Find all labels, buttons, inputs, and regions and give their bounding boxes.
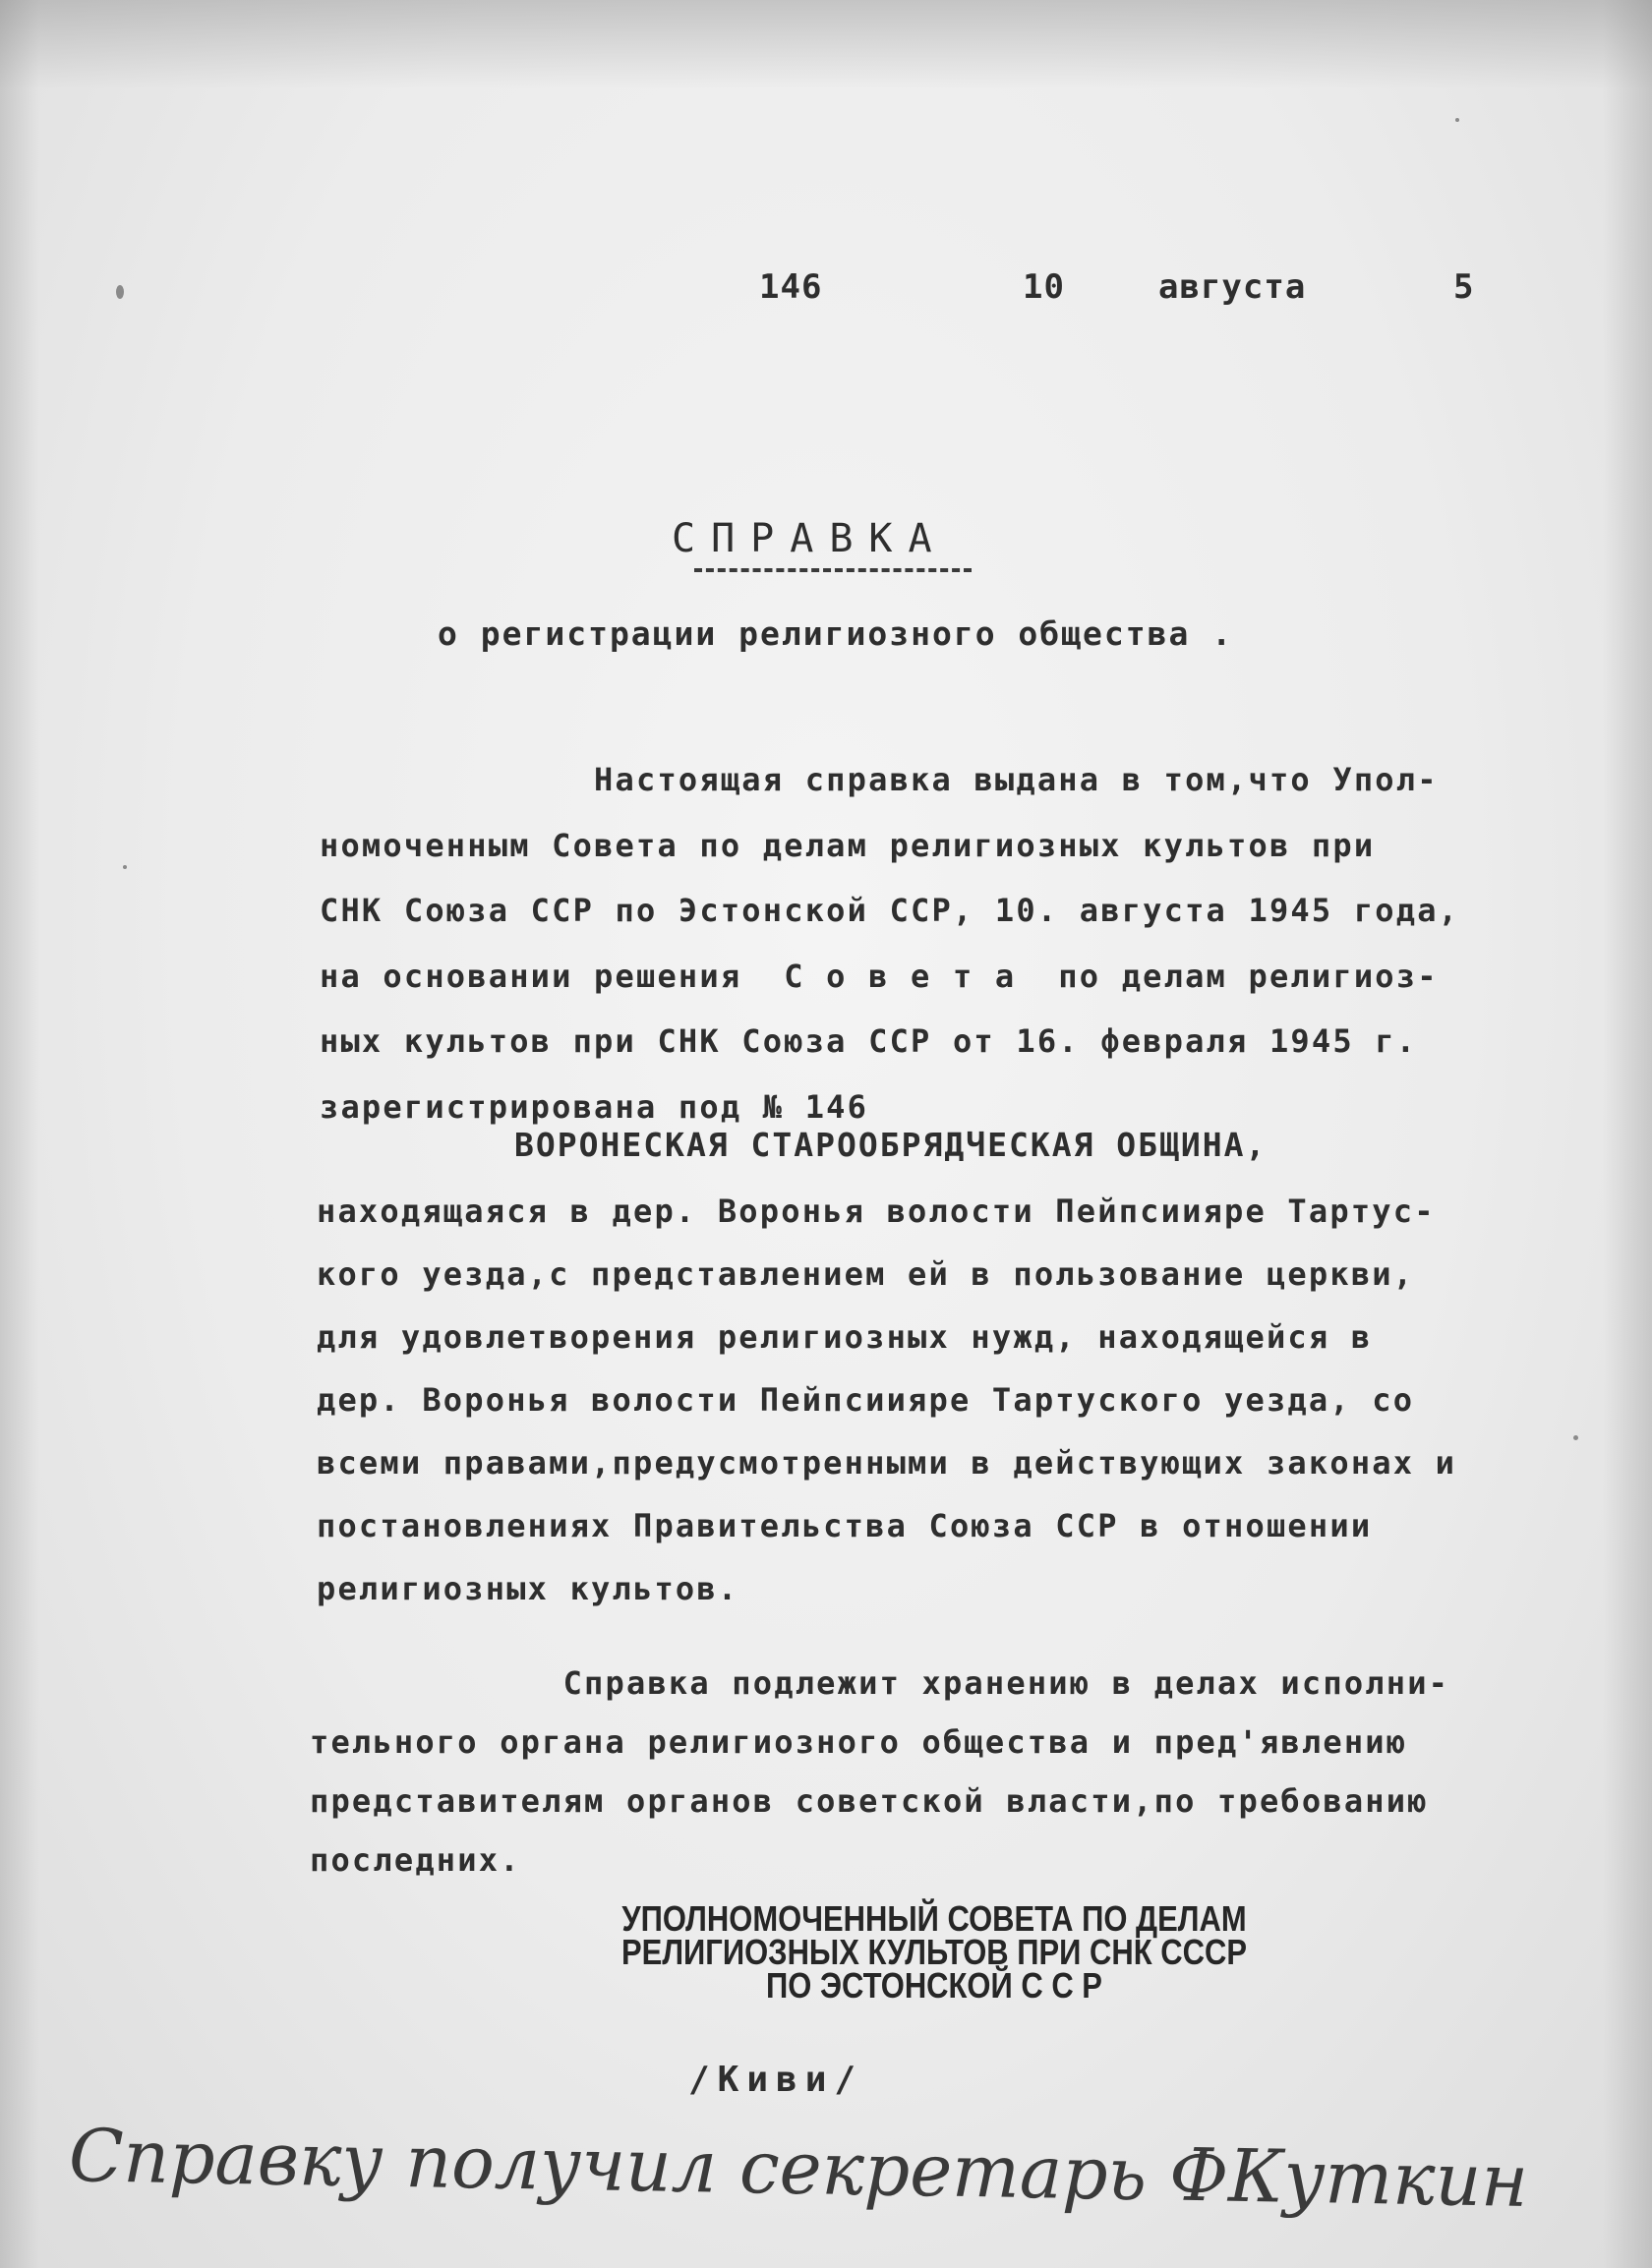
scan-shadow-left — [0, 0, 39, 2268]
body-line: номоченным Совета по делам религиозных культов при — [320, 826, 1376, 864]
body-paragraph-3 — [310, 1654, 1627, 1890]
body-line: Настоящая справка выдана в том,что Упол- — [320, 761, 1439, 798]
body-line: Справка подлежит хранению в делах исполни- — [310, 1664, 1450, 1702]
document-subtitle: о регистрации религиозного общества . — [438, 614, 1234, 653]
registration-number: 146 — [759, 267, 823, 307]
body-line: тельного органа религиозного общества и пред'явлению — [310, 1723, 1408, 1761]
stamp-line: ПО ЭСТОНСКОЙ С С Р — [766, 1965, 1102, 2006]
scan-shadow-top — [0, 0, 1652, 88]
body-line: постановлениях Правительства Союза ССР в отношении — [317, 1507, 1373, 1544]
body-line: на основании решения С о в е т а по делам религиоз- — [320, 957, 1439, 995]
body-line: кого уезда,с представлением ей в пользование церкви, — [317, 1255, 1415, 1293]
scan-speck — [1455, 118, 1459, 122]
scan-shadow-right — [1603, 0, 1652, 2268]
date-month: августа — [1158, 267, 1307, 307]
title-underline — [694, 568, 972, 572]
body-line: представителям органов советской власти,по требованию — [310, 1782, 1429, 1820]
body-paragraph-1 — [320, 747, 1598, 1139]
signatory-name: /Киви/ — [688, 2060, 864, 2100]
stamp-line: УПОЛНОМОЧЕННЫЙ СОВЕТА ПО ДЕЛАМ — [621, 1898, 1247, 1939]
stamp-line: РЕЛИГИОЗНЫХ КУЛЬТОВ ПРИ СНК СССР — [621, 1932, 1247, 1972]
body-line: находящаяся в дер. Воронья волости Пейпсиияре Тартус- — [317, 1192, 1436, 1230]
body-line: дер. Воронья волости Пейпсиияре Тартуского уезда, со — [317, 1381, 1415, 1419]
handwritten-receipt-note: Справку получил секретарь ФКуткин — [68, 2114, 1529, 2224]
body-line: для удовлетворения религиозных нужд, находящейся в — [317, 1318, 1373, 1356]
document-title: СПРАВКА — [672, 516, 948, 561]
body-line: СНК Союза ССР по Эстонской ССР, 10. августа 1945 года, — [320, 892, 1460, 929]
body-line: последних. — [310, 1841, 521, 1879]
date-day: 10 — [1023, 267, 1065, 307]
body-line: зарегистрирована под № 146 — [320, 1087, 869, 1126]
body-line: ных культов при СНК Союза ССР от 16. февраля 1945 г. — [320, 1022, 1418, 1060]
scan-speck — [123, 865, 127, 869]
date-year: 5 — [1453, 267, 1475, 307]
body-line: всеми правами,предусмотренными в действующих законах и — [317, 1444, 1457, 1482]
body-paragraph-2 — [317, 1180, 1615, 1620]
official-stamp — [587, 1898, 1280, 2006]
document-header — [0, 267, 1652, 317]
community-name: ВОРОНЕСКАЯ СТАРООБРЯДЧЕСКАЯ ОБЩИНА, — [514, 1126, 1268, 1164]
body-line: религиозных культов. — [317, 1570, 739, 1607]
